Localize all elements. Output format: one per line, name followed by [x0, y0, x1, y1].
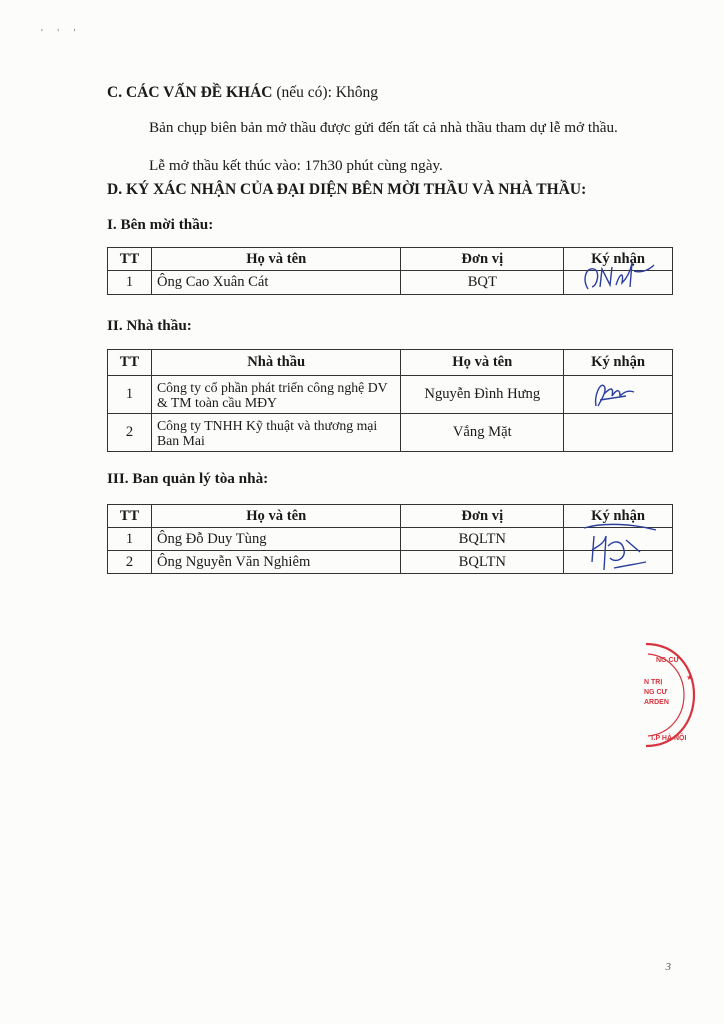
row-name: Vắng Mặt	[401, 414, 564, 452]
page-number: 3	[665, 961, 671, 973]
section-c-heading	[107, 84, 378, 102]
signature-icon	[564, 506, 673, 576]
table-row	[108, 528, 673, 551]
row-contractor: Công ty cổ phần phát triển công nghệ DV & TM toàn cầu MĐY	[151, 376, 400, 414]
row-unit: BQLTN	[401, 551, 564, 574]
table-row	[108, 271, 673, 295]
svg-text:N TRỊ: N TRỊ	[644, 679, 663, 686]
signature-icon	[564, 249, 673, 295]
header-tt: TT	[108, 505, 152, 528]
svg-text:NG CƯ: NG CƯ	[656, 657, 680, 664]
table-row	[108, 414, 673, 452]
signature-icon	[564, 372, 673, 412]
scan-marks: ' ' '	[41, 28, 82, 39]
contractor-table	[107, 349, 673, 452]
section-c-title: C. CÁC VẤN ĐỀ KHÁC	[107, 84, 273, 101]
svg-text:NG CƯ: NG CƯ	[644, 689, 668, 696]
table-row	[108, 376, 673, 414]
header-sign: Ký nhận	[564, 350, 673, 376]
signature-cell-empty	[564, 414, 673, 452]
header-unit: Đơn vị	[401, 505, 564, 528]
table-3-title: III. Ban quản lý tòa nhà:	[107, 470, 269, 487]
section-d-title: D. KÝ XÁC NHẬN CỦA ĐẠI DIỆN BÊN MỜI THẦU VÀ NHÀ THẦU:	[107, 181, 587, 198]
header-name: Họ và tên	[401, 350, 564, 376]
svg-text:★: ★	[686, 673, 694, 682]
row-tt: 2	[108, 551, 152, 574]
row-name: Ông Cao Xuân Cát	[151, 271, 400, 295]
row-unit: BQLTN	[401, 528, 564, 551]
table-2-title: II. Nhà thầu:	[107, 317, 192, 334]
header-sign: Ký nhận	[564, 505, 673, 528]
header-tt: TT	[108, 350, 152, 376]
row-tt: 2	[108, 414, 152, 452]
signature-cell	[564, 528, 673, 551]
row-name: Nguyễn Đình Hưng	[401, 376, 564, 414]
table-1-title: I. Bên mời thầu:	[107, 216, 214, 233]
row-tt: 1	[108, 376, 152, 414]
signature-cell	[564, 376, 673, 414]
header-name: Họ và tên	[151, 505, 400, 528]
section-c-suffix: (nếu có): Không	[272, 84, 378, 101]
svg-text:ARDEN: ARDEN	[644, 699, 669, 706]
header-name: Họ và tên	[151, 248, 400, 271]
signature-cell	[564, 271, 673, 295]
paragraph-distribution: Bản chụp biên bản mở thầu được gửi đến tất cả nhà thầu tham dự lễ mở thầu.	[149, 119, 618, 136]
row-name: Ông Nguyễn Văn Nghiêm	[151, 551, 400, 574]
header-unit: Đơn vị	[401, 248, 564, 271]
svg-text:T.P HÀ NỘI: T.P HÀ NỘI	[650, 735, 687, 742]
row-tt: 1	[108, 528, 152, 551]
paragraph-end-time: Lễ mở thầu kết thúc vào: 17h30 phút cùng ngày.	[149, 157, 443, 174]
row-tt: 1	[108, 271, 152, 295]
inviting-party-table	[107, 247, 673, 295]
row-name: Ông Đỗ Duy Tùng	[151, 528, 400, 551]
row-contractor: Công ty TNHH Kỹ thuật và thương mại Ban Mai	[151, 414, 400, 452]
seal-stamp-icon	[628, 640, 698, 750]
building-management-table	[107, 504, 673, 574]
header-contractor: Nhà thầu	[151, 350, 400, 376]
header-tt: TT	[108, 248, 152, 271]
header-sign: Ký nhận	[564, 248, 673, 271]
row-unit: BQT	[401, 271, 564, 295]
